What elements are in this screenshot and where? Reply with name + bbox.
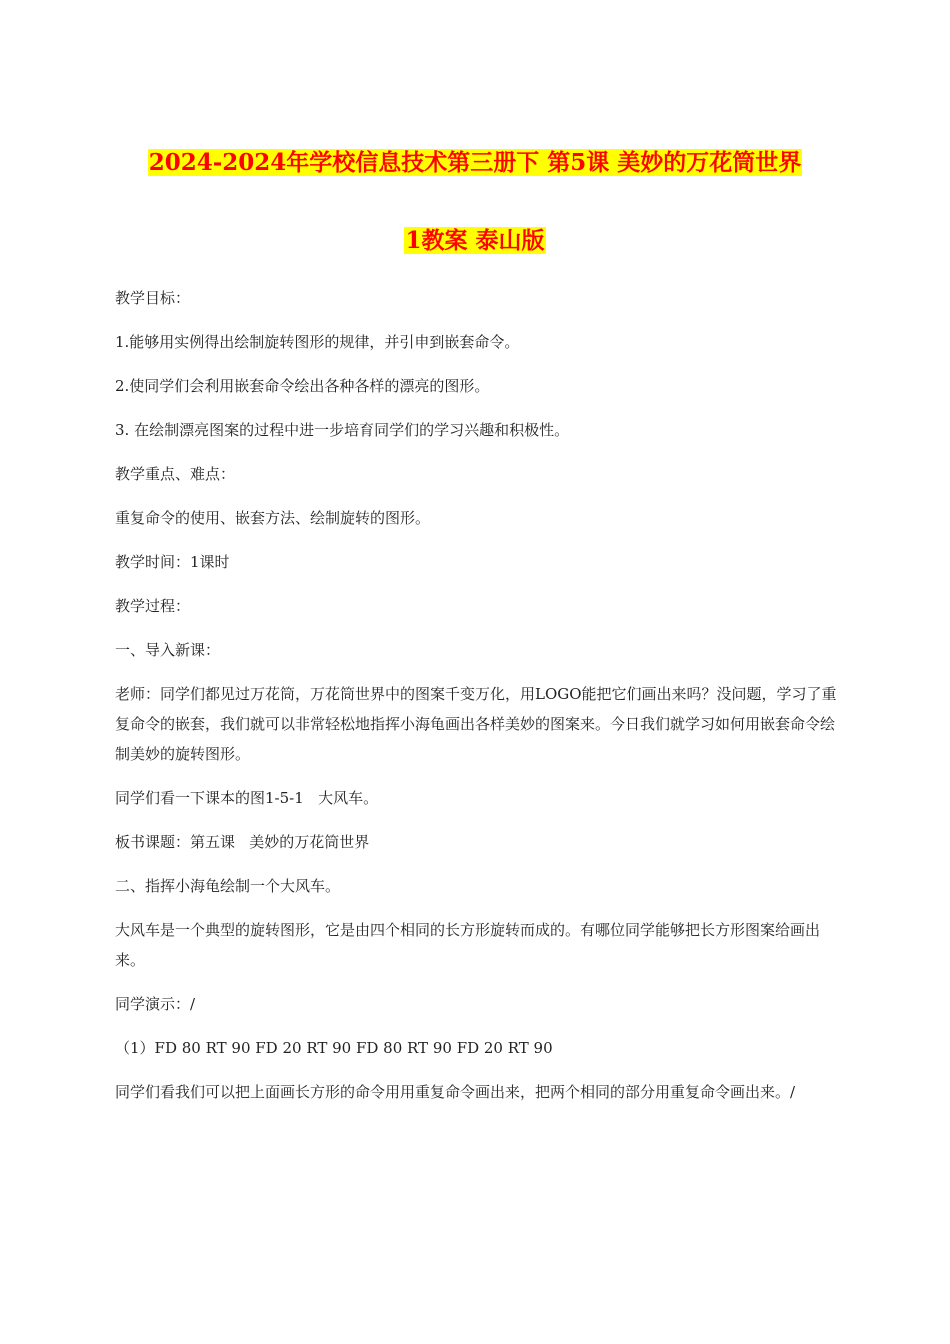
document-title-line-1 [0, 148, 950, 178]
paragraph-key-points-heading: 教学重点、难点： [115, 465, 236, 483]
document-body [115, 283, 840, 1121]
document-title-line-2 [0, 226, 950, 256]
title-highlight-2: 1教案 泰山版 [405, 227, 545, 254]
paragraph-section-1-heading: 一、导入新课： [115, 641, 221, 659]
title-highlight-1: 2024-2024年学校信息技术第三册下 第5课 美妙的万花筒世界 [148, 149, 802, 176]
paragraph-goal-2: 2.使同学们会利用嵌套命令绘出各种各样的漂亮的图形。 [115, 377, 490, 395]
paragraph-teacher-intro: 老师：同学们都见过万花筒，万花筒世界中的图案千变万化，用LOGO能把它们画出来吗？没问题，学习了重复命令的嵌套，我们就可以非常轻松地指挥小海龟画出各样美妙的图案来。今日我们就学习如何用嵌套命令绘制美妙的旋转图形。 [115, 685, 837, 763]
paragraph-windmill-description: 大风车是一个典型的旋转图形，它是由四个相同的长方形旋转而成的。有哪位同学能够把长方形图案给画出来。 [115, 921, 821, 969]
paragraph-goal-1: 1.能够用实例得出绘制旋转图形的规律，并引申到嵌套命令。 [115, 333, 520, 351]
paragraph-student-demo: 同学演示：/ [115, 995, 196, 1013]
paragraph-repeat-explanation: 同学们看我们可以把上面画长方形的命令用用重复命令画出来，把两个相同的部分用重复命令画出来。/ [115, 1083, 796, 1101]
paragraph-logo-command: （1）FD 80 RT 90 FD 20 RT 90 FD 80 RT 90 FD 20 RT 90 [115, 1039, 553, 1057]
paragraph-teaching-time: 教学时间：1课时 [115, 553, 230, 571]
paragraph-textbook-figure: 同学们看一下课本的图1-5-1 大风车。 [115, 789, 379, 807]
paragraph-goal-3: 3. 在绘制漂亮图案的过程中进一步培育同学们的学习兴趣和积极性。 [115, 421, 570, 439]
paragraph-section-2-heading: 二、指挥小海龟绘制一个大风车。 [115, 877, 341, 895]
paragraph-teaching-goals-heading: 教学目标： [115, 289, 191, 307]
paragraph-teaching-process-heading: 教学过程： [115, 597, 191, 615]
paragraph-key-points: 重复命令的使用、嵌套方法、绘制旋转的图形。 [115, 509, 431, 527]
paragraph-board-title: 板书课题：第五课 美妙的万花筒世界 [115, 833, 370, 851]
